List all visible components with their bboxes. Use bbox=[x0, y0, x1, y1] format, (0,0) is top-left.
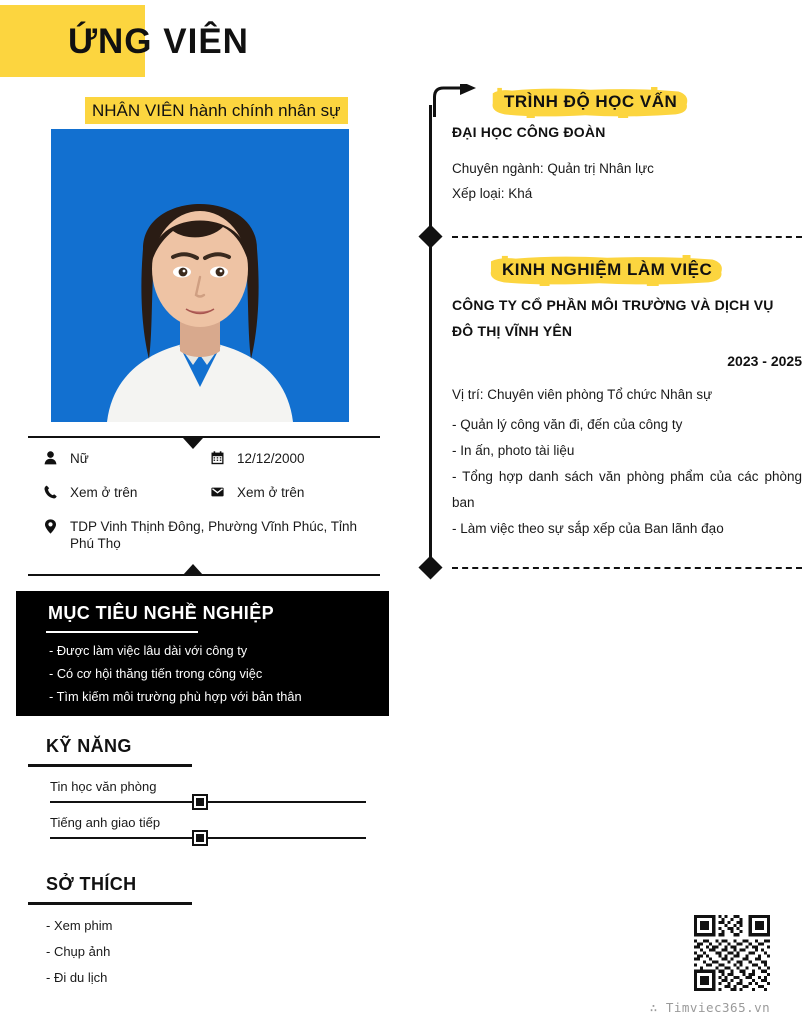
section-title-skills: KỸ NĂNG bbox=[46, 736, 132, 756]
list-item: - Tìm kiếm môi trường phù hợp với bản thân bbox=[49, 689, 302, 704]
list-item: - Quản lý công văn đi, đến của công ty bbox=[452, 417, 683, 432]
timeline-marker bbox=[418, 224, 442, 248]
list-item: - Được làm việc lâu dài với công ty bbox=[49, 643, 248, 658]
section-underline bbox=[46, 631, 198, 633]
section-title-hobbies: SỞ THÍCH bbox=[46, 874, 137, 894]
address-value: TDP Vinh Thịnh Đông, Phường Vĩnh Phúc, Tỉnh Phú Thọ bbox=[70, 519, 358, 551]
experience-list bbox=[452, 412, 802, 542]
experience-position: Vị trí: Chuyên viên phòng Tổ chức Nhân sự bbox=[452, 387, 713, 402]
education-school: ĐẠI HỌC CÔNG ĐOÀN bbox=[452, 124, 606, 140]
list-item: - Làm việc theo sự sắp xếp của Ban lãnh đạo bbox=[452, 521, 724, 536]
contact-row bbox=[44, 484, 389, 501]
list-item: - In ấn, photo tài liệu bbox=[452, 443, 575, 458]
hobbies-list bbox=[46, 913, 346, 991]
dashed-divider bbox=[452, 236, 802, 238]
qr-code bbox=[694, 915, 770, 991]
section-underline bbox=[28, 764, 192, 767]
experience-company bbox=[452, 292, 802, 344]
page-title: ỨNG VIÊN bbox=[68, 22, 249, 61]
timeline-marker bbox=[418, 555, 442, 579]
list-item: - Tổng hợp danh sách văn phòng phẩm của các phòng ban bbox=[452, 469, 802, 510]
divider-top bbox=[28, 430, 380, 444]
brand-watermark: ∴ Timviec365.vn bbox=[649, 1000, 771, 1015]
phone-icon bbox=[44, 484, 70, 499]
section-title-experience-label: KINH NGHIỆM LÀM VIỆC bbox=[502, 260, 713, 279]
section-title-education-label: TRÌNH ĐỘ HỌC VẤN bbox=[504, 92, 678, 111]
gender-value: Nữ bbox=[70, 451, 89, 466]
career-objective-section bbox=[16, 591, 389, 716]
map-pin-icon bbox=[44, 518, 70, 534]
envelope-icon bbox=[211, 484, 237, 499]
contact-block bbox=[44, 450, 389, 569]
list-item: - Có cơ hội thăng tiến trong công việc bbox=[49, 666, 263, 681]
skill-slider-handle[interactable] bbox=[194, 832, 206, 844]
birthday-value: 12/12/2000 bbox=[237, 451, 305, 466]
skill-item bbox=[50, 815, 366, 839]
dashed-divider bbox=[452, 567, 802, 569]
objective-list bbox=[49, 639, 379, 708]
divider-bottom bbox=[28, 568, 380, 582]
job-title-banner: NHÂN VIÊN hành chính nhân sự bbox=[85, 97, 348, 124]
skill-label: Tiếng anh giao tiếp bbox=[50, 815, 161, 830]
timeline-arrow-icon bbox=[424, 84, 480, 118]
skill-label: Tin học văn phòng bbox=[50, 779, 157, 794]
triangle-down-icon bbox=[183, 438, 203, 449]
skill-item bbox=[50, 779, 366, 803]
list-item: - Chụp ảnh bbox=[46, 944, 111, 959]
person-icon bbox=[44, 450, 70, 465]
education-major: Chuyên ngành: Quản trị Nhân lực bbox=[452, 161, 654, 176]
contact-row bbox=[44, 518, 389, 552]
skill-slider-handle[interactable] bbox=[194, 796, 206, 808]
experience-date: 2023 - 2025 bbox=[727, 353, 802, 369]
avatar bbox=[51, 129, 349, 422]
calendar-icon bbox=[211, 450, 237, 465]
skill-slider-track[interactable] bbox=[50, 801, 366, 803]
experience-company-line2: ĐÔ THỊ VĨNH YÊN bbox=[452, 323, 573, 339]
right-column bbox=[420, 0, 811, 1023]
contact-row bbox=[44, 450, 389, 467]
list-item: - Xem phim bbox=[46, 918, 113, 933]
timeline-line bbox=[429, 105, 432, 575]
section-title-education bbox=[490, 87, 691, 118]
experience-company-line1: CÔNG TY CỔ PHẦN MÔI TRƯỜNG VÀ DỊCH VỤ bbox=[452, 297, 774, 313]
section-underline bbox=[28, 902, 192, 905]
phone-value: Xem ở trên bbox=[70, 485, 138, 500]
skill-slider-track[interactable] bbox=[50, 837, 366, 839]
list-item: - Đi du lịch bbox=[46, 970, 108, 985]
section-title-objective: MỤC TIÊU NGHỀ NGHIỆP bbox=[48, 603, 275, 623]
email-value: Xem ở trên bbox=[237, 485, 305, 500]
section-title-experience bbox=[488, 255, 726, 286]
education-grade: Xếp loại: Khá bbox=[452, 186, 533, 201]
